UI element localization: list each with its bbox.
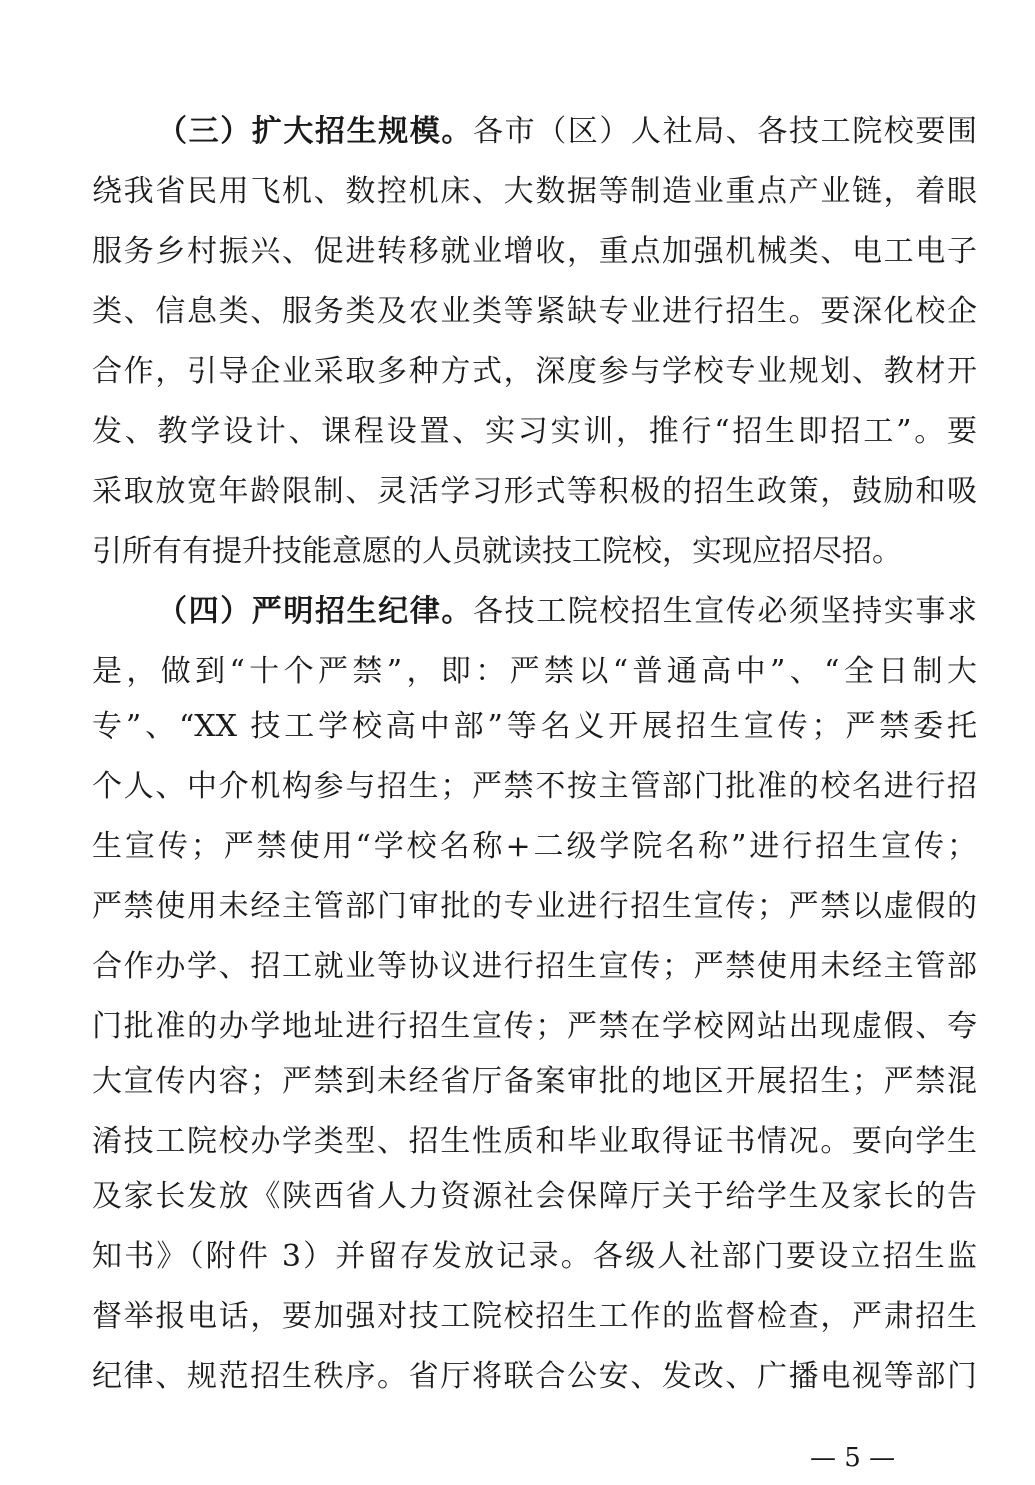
- section4-text: 各技工院校招生宣传必须坚持实事求: [473, 594, 977, 629]
- paragraph-line: 门批准的办学地址进行招生宣传；严禁在学校网站出现虚假、夸: [92, 1009, 977, 1044]
- section3-line-1: [157, 102, 977, 162]
- paragraph-line: 是，做到“十个严禁”，即：严禁以“普通高中”、“全日制大: [92, 654, 977, 689]
- paragraph-line: 大宣传内容；严禁到未经省厅备案审批的地区开展招生；严禁混: [92, 1064, 977, 1099]
- paragraph-line: 淆技工院校办学类型、招生性质和毕业取得证书情况。要向学生: [92, 1124, 977, 1159]
- paragraph-line: 专”、“XX 技工学校高中部”等名义开展招生宣传；严禁委托: [92, 709, 977, 744]
- paragraph-line: 知书》（附件 3）并留存发放记录。各级人社部门要设立招生监: [92, 1239, 977, 1274]
- section4-line-1: [157, 582, 977, 642]
- paragraph-line: 纪律、规范招生秩序。省厅将联合公安、发改、广播电视等部门: [92, 1359, 977, 1394]
- paragraph-line: 采取放宽年龄限制、灵活学习形式等积极的招生政策，鼓励和吸: [92, 474, 977, 509]
- paragraph-line: 生宣传；严禁使用“学校名称+二级学院名称”进行招生宣传；: [92, 829, 977, 864]
- paragraph-line: 合作，引导企业采取多种方式，深度参与学校专业规划、教材开: [92, 354, 977, 389]
- paragraph-line: 个人、中介机构参与招生；严禁不按主管部门批准的校名进行招: [92, 769, 977, 804]
- paragraph-line: 引所有有提升技能意愿的人员就读技工院校，实现应招尽招。: [92, 534, 902, 569]
- paragraph-line: 服务乡村振兴、促进转移就业增收，重点加强机械类、电工电子: [92, 234, 977, 269]
- page-number: — 5 —: [810, 1443, 896, 1473]
- section4-heading: （四）严明招生纪律。: [157, 594, 473, 629]
- paragraph-line: 督举报电话，要加强对技工院校招生工作的监督检查，严肃招生: [92, 1299, 977, 1334]
- paragraph-line: 及家长发放《陕西省人力资源社会保障厅关于给学生及家长的告: [92, 1179, 977, 1214]
- paragraph-line: 严禁使用未经主管部门审批的专业进行招生宣传；严禁以虚假的: [92, 889, 977, 924]
- paragraph-line: 发、教学设计、课程设置、实习实训，推行“招生即招工”。要: [92, 414, 977, 449]
- paragraph-line: 合作办学、招工就业等协议进行招生宣传；严禁使用未经主管部: [92, 949, 977, 984]
- paragraph-line: 绕我省民用飞机、数控机床、大数据等制造业重点产业链，着眼: [92, 174, 977, 209]
- paragraph-line: 类、信息类、服务类及农业类等紧缺专业进行招生。要深化校企: [92, 294, 977, 329]
- section3-heading: （三）扩大招生规模。: [157, 114, 473, 149]
- section3-text: 各市（区）人社局、各技工院校要围: [473, 114, 977, 149]
